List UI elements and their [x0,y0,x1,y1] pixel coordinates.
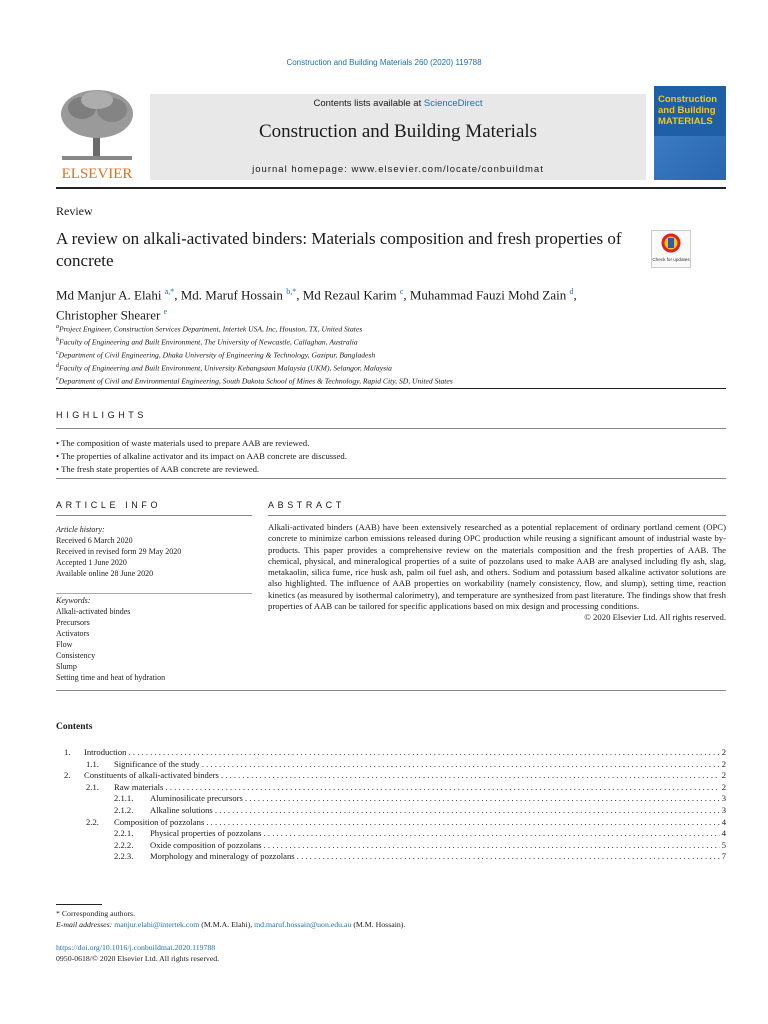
masthead-divider [56,187,726,189]
highlights-heading: HIGHLIGHTS [56,410,148,420]
keyword-item: Slump [56,662,77,671]
keywords-label: Keywords: [56,596,91,605]
toc-entry[interactable] [56,840,726,852]
toc-entry[interactable] [56,782,726,794]
cover-title [658,94,724,127]
cover-title-line-2: and Building [658,105,716,116]
article-title: A review on alkali-activated binders: Materials composition and fresh properties of concrete [56,229,622,270]
section-divider [56,428,726,429]
elsevier-wordmark: ELSEVIER [61,166,133,182]
toc-entry[interactable] [56,817,726,829]
affiliation-item [56,374,726,387]
toc-entry[interactable] [56,805,726,817]
online-date: Available online 28 June 2020 [56,569,154,578]
doi-block [56,942,219,965]
revised-date: Received in revised form 29 May 2020 [56,547,182,556]
toc-number: 1.1. [86,758,99,769]
keyword-item: Setting time and heat of hydration [56,673,166,682]
toc-page-number: 2 [721,758,726,769]
received-date: Received 6 March 2020 [56,536,133,545]
footnote-divider [56,904,102,905]
abstract-text: Alkali-activated binders (AAB) have been extensively researched as a potential replacement of ordinary portland cement (OPC) concrete to minimize carbon emissions released during OPC production while reusing a significant amount of industrial waste by-products. This paper provides a comprehensive review on the materials composition and the fresh properties of AAB. The chemical, physical, and mineralogical properties of a suite of pozzolans used to make AAB are analysed including fly ash, slag, metakaolin, silica fume, rice husk ash, palm oil fuel ash, and others. Sodium and potassium based alkaline activator solutions are also highlighted. The influence of AAB properties on workability (namely consistency, flow, and slump), setting time, reaction kinetics (as measured by isothermal calorimetry), and temperature are synthesized from past literature. The findings show that fresh properties of AAB can be tailored for specific applications based on mix design and processing conditions. [268,522,726,612]
contents-available-text: Contents lists available at [313,98,424,109]
footnotes [56,908,726,931]
affiliation-item [56,361,726,374]
toc-page-number: 2 [721,770,726,781]
toc-number: 2.1.1. [114,793,134,804]
elsevier-logo [56,86,138,182]
toc-page-number: 4 [721,828,726,839]
toc-entry[interactable] [56,770,726,782]
affiliation-item [56,348,726,361]
sciencedirect-link[interactable]: ScienceDirect [423,98,483,109]
author-affiliation-mark[interactable]: d [569,287,574,296]
cover-pattern [654,136,726,180]
table-of-contents [56,747,726,863]
toc-number: 2.2.2. [114,839,134,850]
toc-number: 2. [64,770,71,781]
highlight-item: • The composition of waste materials used to prepare AAB are reviewed. [56,438,310,448]
affiliation-text: Department of Civil and Environmental Engineering, South Dakota School of Mines & Technology, Rapid City, SD, United States [58,376,453,386]
affiliation-mark: d [56,363,59,370]
affiliation-text: Project Engineer, Construction Services Department, Intertek USA, Inc, Houston, TX, United States [59,324,363,334]
affiliation-mark: e [56,376,59,383]
check-for-updates-badge[interactable] [651,230,691,268]
keyword-item: Alkali-activated bindes [56,607,131,616]
journal-name: Construction and Building Materials [258,121,538,142]
author-affiliation-mark[interactable]: c [399,287,404,296]
doi-link[interactable]: https://doi.org/10.1016/j.conbuildmat.2020.119788 [56,943,216,952]
toc-title: Aluminosilicate precursors . . . [150,793,720,805]
affiliation-item [56,322,726,335]
author-affiliation-mark[interactable]: b,* [286,287,297,296]
section-divider [56,388,726,389]
author-name: Md. Maruf Hossain [180,287,283,303]
section-divider [56,690,726,691]
email-owner: (M.M. Hossain). [351,920,406,930]
highlight-text: The fresh state properties of AAB concrete are reviewed. [61,464,260,474]
toc-title: Physical properties of pozzolans . . . [150,828,720,840]
toc-entry[interactable] [56,851,726,863]
toc-title: Raw materials . . . [114,782,720,794]
highlight-item: • The properties of alkaline activator and its impact on AAB concrete are discussed. [56,451,347,461]
toc-entry[interactable] [56,759,726,771]
toc-page-number: 3 [721,804,726,815]
toc-page-number: 4 [721,816,726,827]
abstract-body [268,522,726,624]
affiliation-text: Faculty of Engineering and Built Environment, University Kebangsaan Malaysia (UKM), Selangor, Malaysia [59,363,392,373]
toc-number: 2.1.2. [114,804,134,815]
journal-masthead [56,86,726,182]
author-name: Muhammad Fauzi Mohd Zain [409,287,567,303]
author-name: Md Rezaul Karim [302,287,397,303]
journal-banner [150,94,646,180]
toc-page-number: 7 [721,851,726,862]
cover-title-line-3: MATERIALS [658,116,713,127]
article-type: Review [56,204,93,218]
corresponding-authors-note: * Corresponding authors. [56,909,136,918]
highlight-text: The composition of waste materials used to prepare AAB are reviewed. [61,438,310,448]
accepted-date: Accepted 1 June 2020 [56,558,127,567]
author-affiliation-mark[interactable]: a,* [164,287,175,296]
cover-title-line-1: Construction [658,94,718,105]
author-name: Christopher Shearer [56,307,161,323]
affiliation-list [56,322,726,387]
email-link[interactable]: manjur.elahi@intertek.com [114,920,200,930]
toc-number: 2.2.1. [114,828,134,839]
abstract-copyright: © 2020 Elsevier Ltd. All rights reserved. [584,612,726,623]
keyword-item: Flow [56,640,73,649]
email-owner: (M.M.A. Elahi), [199,920,255,930]
toc-page-number: 2 [721,781,726,792]
affiliation-item [56,335,726,348]
check-for-updates-label: Check for updates [652,257,690,262]
toc-title: Introduction . . . [84,747,720,759]
section-divider [56,593,252,594]
journal-homepage-link[interactable]: journal homepage: www.elsevier.com/locate/conbuildmat [252,164,544,175]
author-name: Md Manjur A. Elahi [56,287,162,303]
toc-page-number: 5 [721,839,726,850]
section-divider [56,515,252,516]
email-link[interactable]: md.maruf.hossain@uon.edu.au [254,920,352,930]
toc-entry[interactable] [56,747,726,759]
toc-entry[interactable] [56,793,726,805]
affiliation-mark: c [56,350,59,357]
toc-number: 1. [64,747,71,757]
toc-title: Morphology and mineralogy of pozzolans . . . [150,851,720,863]
toc-page-number: 2 [721,747,726,757]
journal-cover-thumbnail[interactable] [654,86,726,180]
section-divider [56,478,726,479]
toc-page-number: 3 [721,793,726,804]
keyword-item: Activators [56,629,90,638]
toc-title: Composition of pozzolans . . . [114,817,720,829]
contents-available-line [150,98,646,109]
toc-title: Oxide composition of pozzolans . . . [150,840,720,852]
author-affiliation-mark[interactable]: e [163,307,168,317]
issn-copyright: 0950-0618/© 2020 Elsevier Ltd. All rights reserved. [56,954,220,964]
section-divider [268,515,726,516]
keyword-item: Precursors [56,618,90,627]
article-history [56,524,252,579]
toc-number: 2.1. [86,781,99,792]
toc-title: Constituents of alkali-activated binders . . . [84,770,720,782]
toc-title: Significance of the study . . . [114,759,720,771]
affiliation-mark: b [56,337,59,344]
author-list: Md Manjur A. Elahi $^{a,*}$, Md. Maruf Hossain $^{b,*}$, Md Rezaul Karim $^c$, Muhammad Fauzi Mohd Zain $^d$, Christopher Shearer $^e$ [56,287,577,323]
keyword-item: Consistency [56,651,96,660]
toc-number: 2.2. [86,816,99,827]
toc-title: Alkaline solutions . . . [150,805,720,817]
toc-number: 2.2.3. [114,851,134,862]
affiliation-text: Department of Civil Engineering, Dhaka University of Engineering & Technology, Gazipur, Bangladesh [58,350,376,360]
highlight-item: • The fresh state properties of AAB concrete are reviewed. [56,464,260,474]
toc-entry[interactable] [56,828,726,840]
contents-heading: Contents [56,722,93,732]
article-info-heading: ARTICLE INFO [56,500,162,510]
email-line [56,919,726,930]
article-history-label: Article history: [56,525,105,534]
highlight-text: The properties of alkaline activator and its impact on AAB concrete are discussed. [61,451,347,461]
affiliation-mark: a [56,324,59,330]
email-label: E-mail addresses: [56,920,115,930]
affiliation-text: Faculty of Engineering and Built Environment, The University of Newcastle, Callaghan, Australia [59,337,358,347]
abstract-heading: ABSTRACT [268,500,345,510]
journal-citation[interactable]: Construction and Building Materials 260 (2020) 119788 [286,58,482,67]
highlights-list [56,437,726,476]
keywords [56,595,252,683]
